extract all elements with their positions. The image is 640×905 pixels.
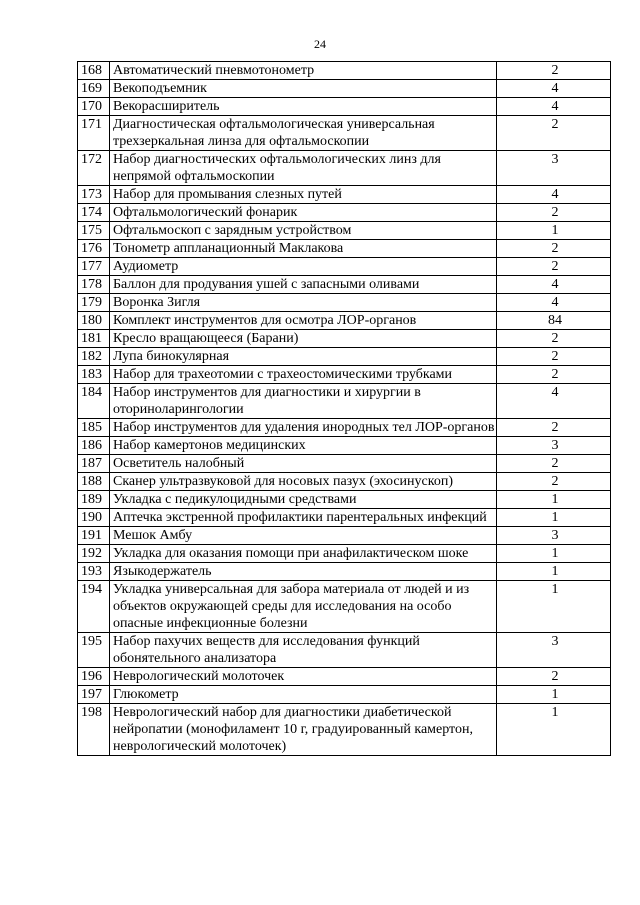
equipment-table-body <box>78 62 611 756</box>
item-name-cell: Сканер ультразвуковой для носовых пазух (эхосинускоп) <box>110 473 497 491</box>
item-number-cell: 178 <box>78 276 110 294</box>
item-quantity-cell: 2 <box>497 258 611 276</box>
item-name-cell: Диагностическая офтальмологическая универсальная трехзеркальная линза для офтальмоскопии <box>110 116 497 151</box>
table-row <box>78 151 611 186</box>
item-quantity-cell: 2 <box>497 62 611 80</box>
table-row <box>78 473 611 491</box>
table-row <box>78 668 611 686</box>
item-name-cell: Набор инструментов для удаления инородных тел ЛОР-органов <box>110 419 497 437</box>
item-number-cell: 170 <box>78 98 110 116</box>
item-quantity-cell: 1 <box>497 222 611 240</box>
item-quantity-cell: 1 <box>497 509 611 527</box>
item-name-cell: Аптечка экстренной профилактики парентеральных инфекций <box>110 509 497 527</box>
item-number-cell: 182 <box>78 348 110 366</box>
item-name-cell: Набор диагностических офтальмологических линз для непрямой офтальмоскопии <box>110 151 497 186</box>
item-quantity-cell: 4 <box>497 80 611 98</box>
page-number: 24 <box>314 37 326 51</box>
table-row <box>78 491 611 509</box>
table-row <box>78 437 611 455</box>
item-quantity-cell: 2 <box>497 455 611 473</box>
item-number-cell: 192 <box>78 545 110 563</box>
item-name-cell: Набор для промывания слезных путей <box>110 186 497 204</box>
item-name-cell: Неврологический молоточек <box>110 668 497 686</box>
item-quantity-cell: 4 <box>497 98 611 116</box>
item-quantity-cell: 1 <box>497 491 611 509</box>
table-row <box>78 186 611 204</box>
table-row <box>78 633 611 668</box>
item-number-cell: 173 <box>78 186 110 204</box>
item-quantity-cell: 84 <box>497 312 611 330</box>
table-row <box>78 258 611 276</box>
item-name-cell: Аудиометр <box>110 258 497 276</box>
item-quantity-cell: 4 <box>497 276 611 294</box>
item-name-cell: Набор камертонов медицинских <box>110 437 497 455</box>
item-quantity-cell: 2 <box>497 419 611 437</box>
table-row <box>78 330 611 348</box>
item-name-cell: Мешок Амбу <box>110 527 497 545</box>
table-row <box>78 204 611 222</box>
item-number-cell: 175 <box>78 222 110 240</box>
item-name-cell: Укладка с педикулоцидными средствами <box>110 491 497 509</box>
table-row <box>78 455 611 473</box>
item-name-cell: Языкодержатель <box>110 563 497 581</box>
item-number-cell: 169 <box>78 80 110 98</box>
item-number-cell: 183 <box>78 366 110 384</box>
item-quantity-cell: 2 <box>497 240 611 258</box>
item-quantity-cell: 1 <box>497 581 611 633</box>
item-name-cell: Комплект инструментов для осмотра ЛОР-органов <box>110 312 497 330</box>
item-quantity-cell: 1 <box>497 704 611 756</box>
item-quantity-cell: 3 <box>497 527 611 545</box>
item-name-cell: Набор для трахеотомии с трахеостомическими трубками <box>110 366 497 384</box>
item-name-cell: Укладка для оказания помощи при анафилактическом шоке <box>110 545 497 563</box>
item-number-cell: 195 <box>78 633 110 668</box>
item-name-cell: Автоматический пневмотонометр <box>110 62 497 80</box>
item-name-cell: Набор пахучих веществ для исследования функций обонятельного анализатора <box>110 633 497 668</box>
table-row <box>78 509 611 527</box>
table-row <box>78 240 611 258</box>
table-row <box>78 527 611 545</box>
item-quantity-cell: 2 <box>497 330 611 348</box>
table-row <box>78 581 611 633</box>
item-number-cell: 176 <box>78 240 110 258</box>
item-number-cell: 194 <box>78 581 110 633</box>
item-name-cell: Кресло вращающееся (Барани) <box>110 330 497 348</box>
item-name-cell: Векорасширитель <box>110 98 497 116</box>
item-name-cell: Неврологический набор для диагностики диабетической нейропатии (монофиламент 10 г, градуированный камертон, неврологический молоточек) <box>110 704 497 756</box>
item-name-cell: Векоподъемник <box>110 80 497 98</box>
table-row <box>78 80 611 98</box>
table-row <box>78 294 611 312</box>
table-row <box>78 116 611 151</box>
item-number-cell: 179 <box>78 294 110 312</box>
item-number-cell: 188 <box>78 473 110 491</box>
item-quantity-cell: 3 <box>497 437 611 455</box>
equipment-table <box>77 61 611 756</box>
table-row <box>78 312 611 330</box>
item-name-cell: Набор инструментов для диагностики и хирургии в оториноларингологии <box>110 384 497 419</box>
item-quantity-cell: 2 <box>497 348 611 366</box>
item-number-cell: 189 <box>78 491 110 509</box>
item-name-cell: Осветитель налобный <box>110 455 497 473</box>
table-row <box>78 563 611 581</box>
item-quantity-cell: 3 <box>497 633 611 668</box>
item-number-cell: 198 <box>78 704 110 756</box>
item-quantity-cell: 2 <box>497 204 611 222</box>
item-quantity-cell: 2 <box>497 366 611 384</box>
item-quantity-cell: 1 <box>497 686 611 704</box>
item-number-cell: 186 <box>78 437 110 455</box>
item-quantity-cell: 3 <box>497 151 611 186</box>
item-quantity-cell: 4 <box>497 294 611 312</box>
item-name-cell: Тонометр аппланационный Маклакова <box>110 240 497 258</box>
table-row <box>78 366 611 384</box>
item-quantity-cell: 4 <box>497 384 611 419</box>
item-number-cell: 184 <box>78 384 110 419</box>
item-name-cell: Лупа бинокулярная <box>110 348 497 366</box>
item-quantity-cell: 2 <box>497 473 611 491</box>
item-name-cell: Баллон для продувания ушей с запасными оливами <box>110 276 497 294</box>
table-row <box>78 704 611 756</box>
item-number-cell: 193 <box>78 563 110 581</box>
item-name-cell: Глюкометр <box>110 686 497 704</box>
item-name-cell: Офтальмоскоп с зарядным устройством <box>110 222 497 240</box>
item-number-cell: 185 <box>78 419 110 437</box>
table-row <box>78 222 611 240</box>
item-number-cell: 181 <box>78 330 110 348</box>
item-number-cell: 196 <box>78 668 110 686</box>
table-row <box>78 98 611 116</box>
item-quantity-cell: 2 <box>497 668 611 686</box>
item-quantity-cell: 4 <box>497 186 611 204</box>
item-number-cell: 168 <box>78 62 110 80</box>
item-quantity-cell: 1 <box>497 545 611 563</box>
item-number-cell: 172 <box>78 151 110 186</box>
table-row <box>78 62 611 80</box>
item-number-cell: 180 <box>78 312 110 330</box>
item-number-cell: 174 <box>78 204 110 222</box>
table-row <box>78 419 611 437</box>
item-number-cell: 171 <box>78 116 110 151</box>
table-row <box>78 276 611 294</box>
item-number-cell: 190 <box>78 509 110 527</box>
item-number-cell: 187 <box>78 455 110 473</box>
item-number-cell: 177 <box>78 258 110 276</box>
table-row <box>78 686 611 704</box>
table-row <box>78 348 611 366</box>
item-quantity-cell: 2 <box>497 116 611 151</box>
item-quantity-cell: 1 <box>497 563 611 581</box>
table-row <box>78 384 611 419</box>
item-name-cell: Воронка Зигля <box>110 294 497 312</box>
item-number-cell: 191 <box>78 527 110 545</box>
item-name-cell: Укладка универсальная для забора материала от людей и из объектов окружающей среды для исследования на особо опасные инфекционные болезни <box>110 581 497 633</box>
item-name-cell: Офтальмологический фонарик <box>110 204 497 222</box>
table-row <box>78 545 611 563</box>
item-number-cell: 197 <box>78 686 110 704</box>
